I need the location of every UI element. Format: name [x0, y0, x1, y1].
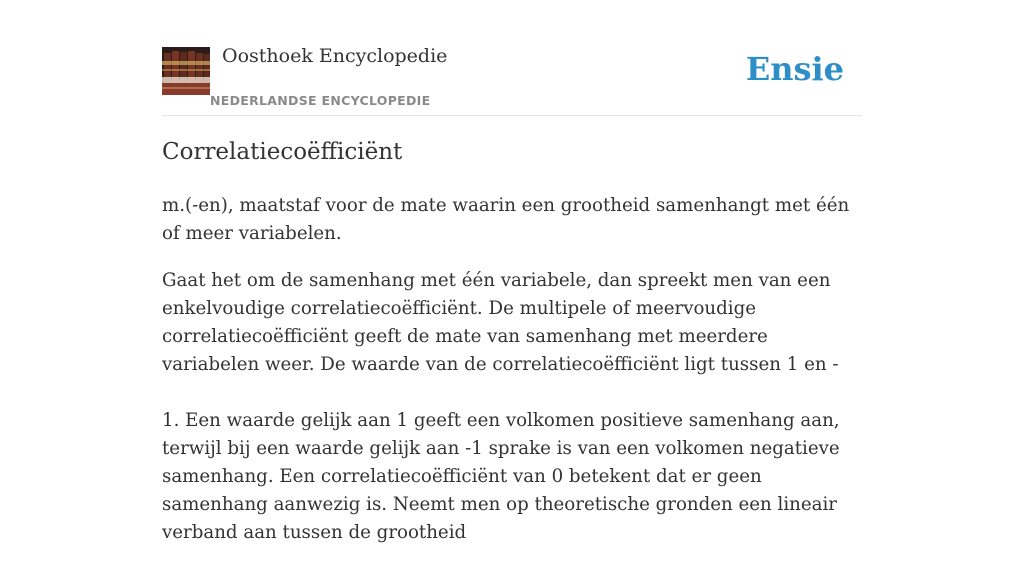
encyclopedia-books-icon[interactable]: [162, 47, 210, 95]
article-body: [162, 192, 862, 566]
paragraph-definition: m.(-en), maatstaf voor de mate waarin een grootheid samenhangt met één of meer variabelen.: [162, 195, 850, 244]
header: [162, 0, 862, 116]
source-name[interactable]: Oosthoek Encyclopedie: [222, 45, 448, 67]
page-title: Correlatiecoëfficiënt: [162, 139, 403, 165]
paragraph-explanation: Gaat het om de samenhang met één variabele, dan spreekt men van een enkelvoudige correlatiecoëfficiënt. De multipele of meervoudige correlatiecoëfficiënt geeft de mate van samenhang met meerdere variabelen weer. De waarde van de correlatiecoëfficiënt ligt tussen 1 en - 1. Een waarde gelijk aan 1 geeft een volkomen positieve samenhang aan, terwijl bij een waarde gelijk aan -1 sprake is van een volkomen negatieve samenhang. Een correlatiecoëfficiënt van 0 betekent dat er geen samenhang aanwezig is. Neemt men op theoretische gronden een lineair verband aan tussen de grootheid: [162, 270, 840, 543]
content-container: [162, 0, 862, 543]
brand-logo[interactable]: Ensie: [745, 50, 844, 88]
source-subtitle: NEDERLANDSE ENCYCLOPEDIE: [210, 93, 431, 108]
